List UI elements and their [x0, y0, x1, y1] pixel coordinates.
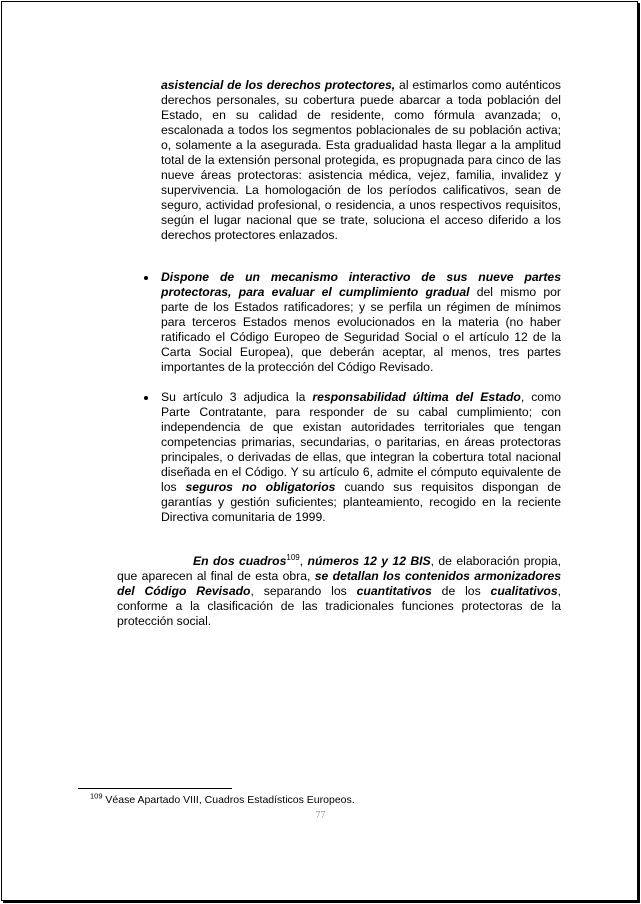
body-text: cuando sus requisitos dispongan de garantías y gestión suficientes; planteamiento, recogido en la reciente Directiva comunitaria de 1999.: [161, 480, 561, 524]
cuadros-paragraph: [117, 554, 561, 629]
emphasis-text: números 12 y 12 BIS: [307, 554, 431, 568]
emphasis-text: asistencial de los derechos protectores,: [161, 78, 396, 92]
body-text: de los: [431, 584, 491, 598]
footnote-number: 109: [90, 791, 103, 801]
bullet-item-responsibility: [161, 390, 561, 525]
body-text: , conforme a la clasificación de las tradicionales funciones protectoras de la protección social.: [117, 584, 561, 628]
bullet-item-mechanism: [161, 270, 561, 375]
continued-paragraph: [161, 78, 561, 243]
footnote-reference: 109: [286, 552, 300, 562]
body-text: ,: [299, 554, 308, 568]
body-text: , separando los: [250, 584, 357, 598]
bullet-icon: [144, 276, 148, 280]
body-text: , de elaboración propia, que aparecen al final de esta obra,: [117, 554, 561, 583]
bullet-icon: [144, 396, 148, 400]
emphasis-text: cualitativos: [490, 584, 558, 598]
body-text: al estimarlos como auténticos derechos personales, su cobertura puede abarcar a toda población del Estado, en su calidad de residente, como fórmula avanzada; o, escalonada a todos los segmentos poblacionales de su población activa; o, solamente a la asegurada. Esta gradualidad hasta llegar a la amplitud total de la extensión personal protegida, es propugnada para cinco de las nueve áreas protectoras: asistencia médica, vejez, familia, invalidez y supervivencia. La homologación de los períodos calificativos, sean de seguro, actividad profesional, o residencia, a unos respectivos requisitos, según el lugar nacional que se trate, soluciona el acceso diferido a los derechos protectores enlazados.: [161, 78, 561, 242]
emphasis-text: cuantitativos: [356, 584, 432, 598]
footnote-text: Véase Apartado VIII, Cuadros Estadísticos Europeos.: [102, 794, 355, 806]
page-number: 77: [315, 810, 326, 821]
emphasis-text: seguros no obligatorios: [185, 480, 336, 494]
body-text: Su artículo 3 adjudica la: [161, 390, 313, 404]
emphasis-text: responsabilidad última del Estado: [312, 390, 521, 404]
body-text: , como Parte Contratante, para responder de su cabal cumplimiento; con independencia de que existan autoridades territoriales que tengan competencias primarias, secundarias, o paritarias, en áreas protectoras principales, o derivadas de ellas, que integran la cobertura total nacional diseñada en el Código. Y su artículo 6, admite el cómputo equivalente de los: [161, 390, 561, 494]
emphasis-text: En dos cuadros: [193, 554, 287, 568]
footnote: [90, 791, 355, 807]
footnote-separator: [78, 788, 232, 789]
emphasis-text: se detallan los contenidos armonizadores del Código Revisado: [117, 569, 561, 598]
emphasis-text: Dispone de un mecanismo interactivo de sus nueve partes protectoras, para evaluar el cumplimiento gradual: [161, 270, 561, 299]
body-text: del mismo por parte de los Estados ratificadores; y se perfila un régimen de mínimos para terceros Estados menos evolucionados en la materia (no haber ratificado el Código Europeo de Seguridad Social o el artículo 12 de la Carta Social Europea), que deberán aceptar, al menos, tres partes importantes de la protección del Código Revisado.: [161, 285, 561, 374]
